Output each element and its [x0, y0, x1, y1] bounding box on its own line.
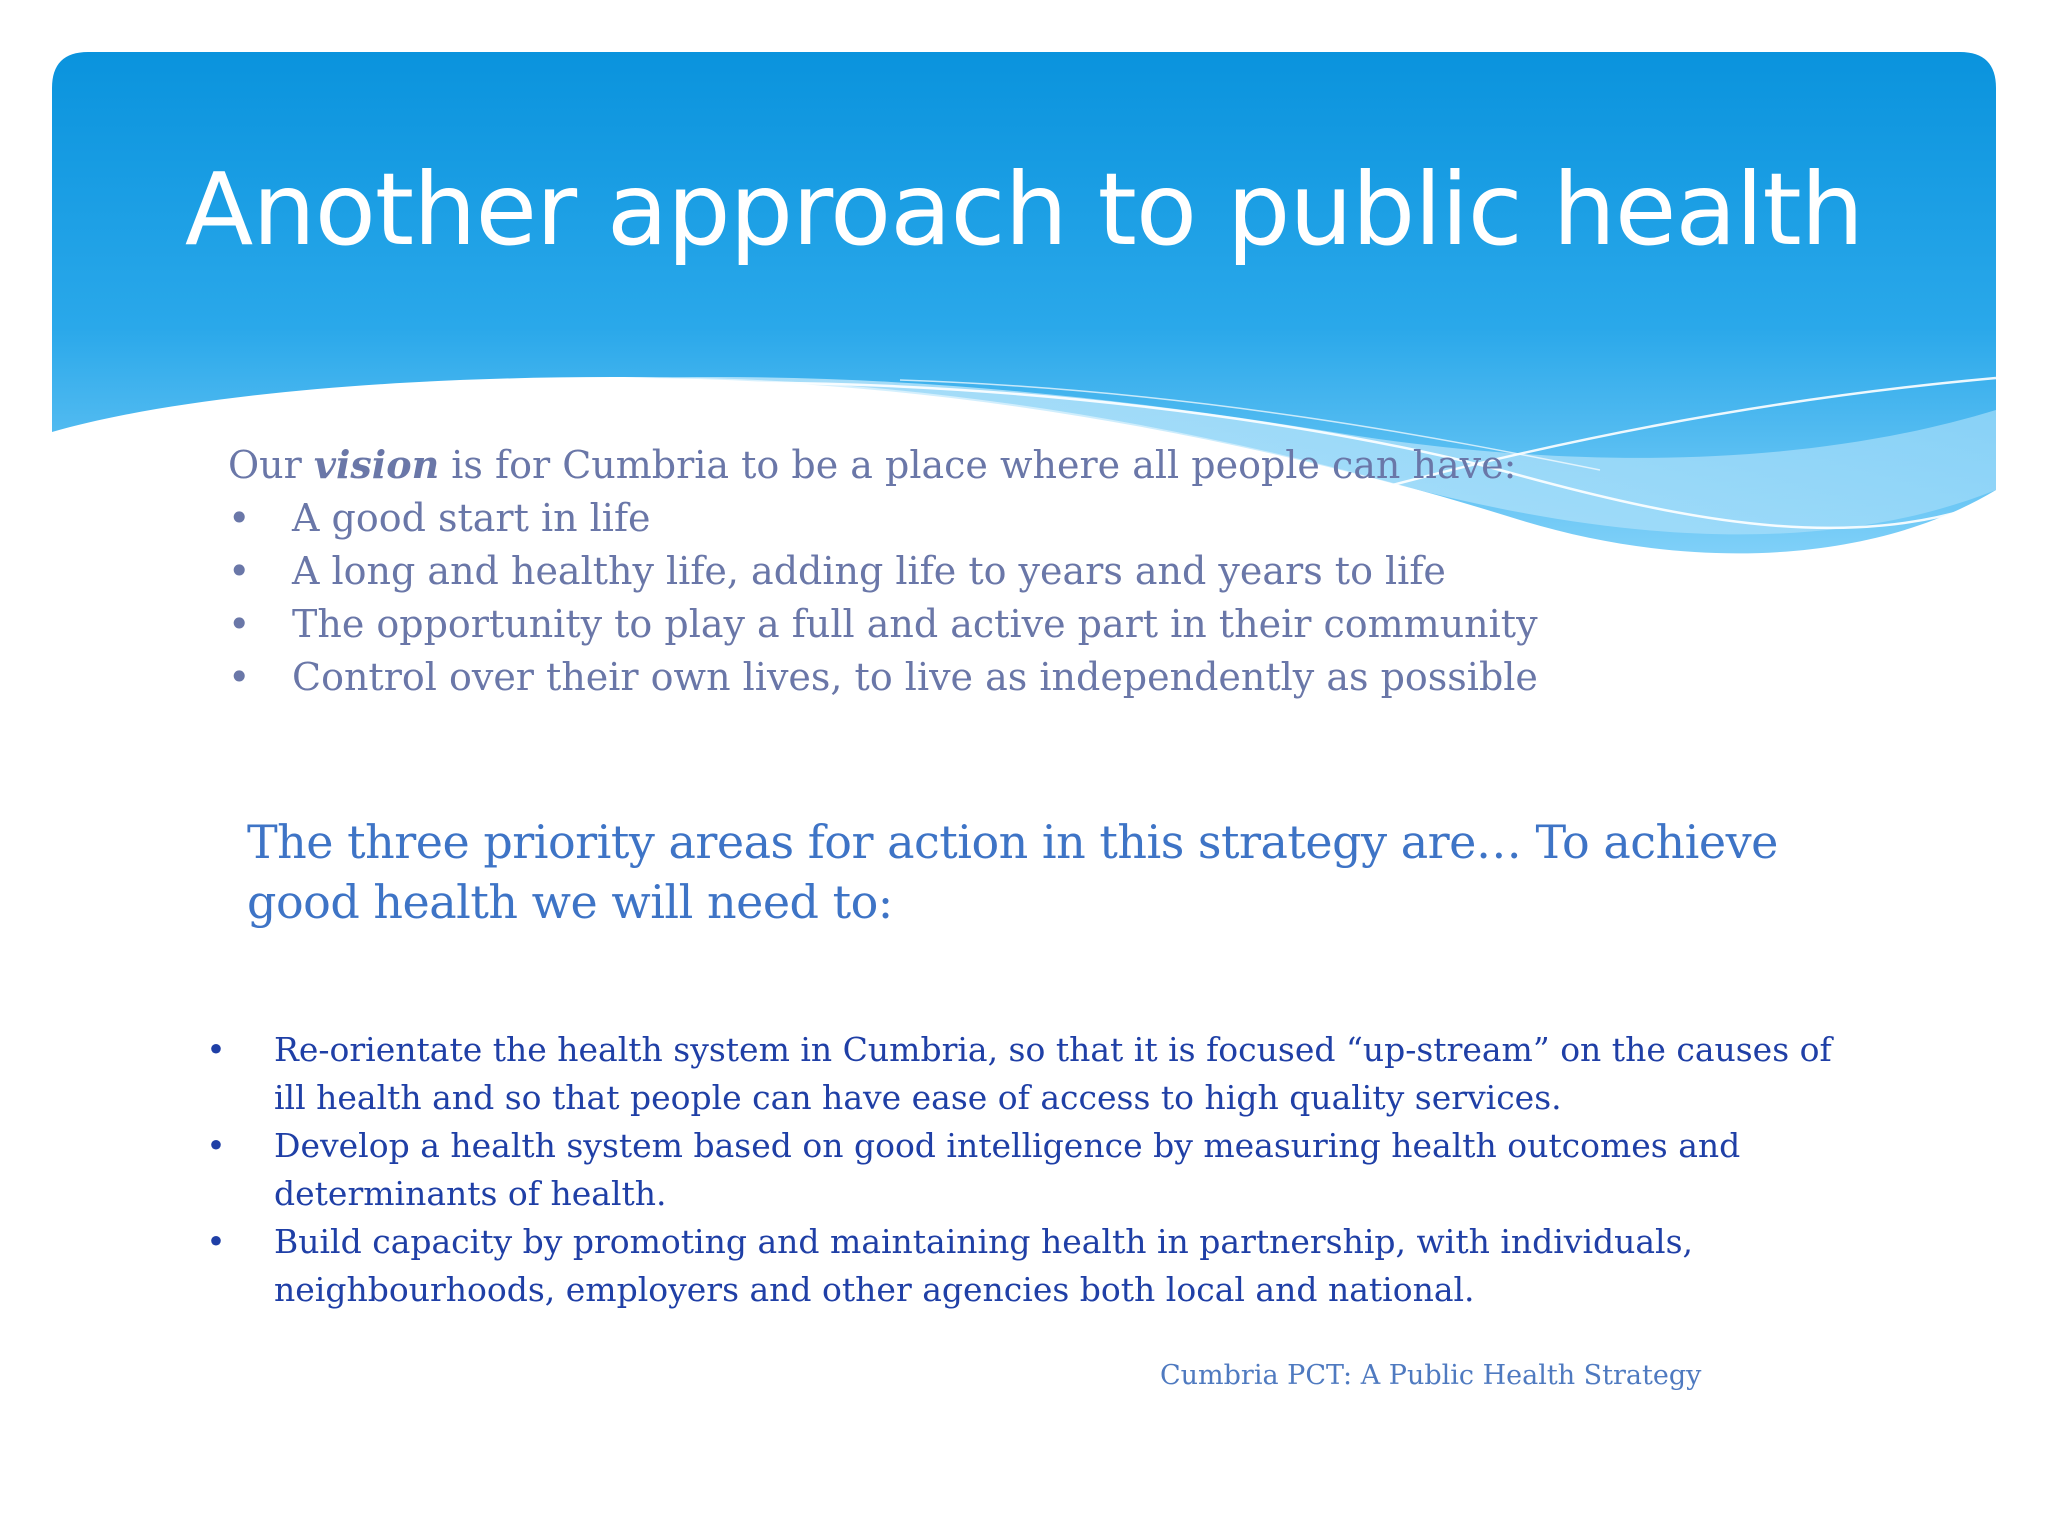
- action-item: [206, 1122, 1846, 1218]
- actions-block: [206, 1026, 1846, 1314]
- vision-list: [228, 492, 1548, 704]
- bullet-dot: •: [228, 549, 251, 593]
- vision-item: [228, 545, 1548, 598]
- vision-item: [228, 651, 1548, 704]
- bullet-dot: •: [206, 1126, 226, 1165]
- vision-item-text: The opportunity to play a full and active part in their community: [292, 602, 1538, 646]
- slide-title: Another approach to public health: [184, 151, 1864, 268]
- vision-intro: [228, 438, 1548, 492]
- action-item-text: Build capacity by promoting and maintaining health in partnership, with individuals, neighbourhoods, employers and other agencies both local and national.: [274, 1222, 1694, 1309]
- source-citation: Cumbria PCT: A Public Health Strategy: [1160, 1360, 1702, 1391]
- bullet-dot: •: [206, 1030, 226, 1069]
- vision-intro-prefix: Our: [228, 443, 314, 487]
- action-item: [206, 1218, 1846, 1314]
- bullet-dot: •: [228, 496, 251, 540]
- action-item: [206, 1026, 1846, 1122]
- action-item-text: Re-orientate the health system in Cumbria, so that it is focused “up-stream” on the causes of ill health and so that people can have ease of access to high quality services.: [274, 1030, 1832, 1117]
- bullet-dot: •: [228, 602, 251, 646]
- vision-block: [228, 438, 1548, 704]
- vision-intro-suffix: is for Cumbria to be a place where all people can have:: [439, 443, 1517, 487]
- bullet-dot: •: [206, 1222, 226, 1261]
- vision-item-text: A good start in life: [292, 496, 651, 540]
- vision-item-text: A long and healthy life, adding life to years and years to life: [292, 549, 1446, 593]
- action-item-text: Develop a health system based on good intelligence by measuring health outcomes and determinants of health.: [274, 1126, 1741, 1213]
- actions-list: [206, 1026, 1846, 1314]
- bullet-dot: •: [228, 655, 251, 699]
- vision-item: [228, 598, 1548, 651]
- vision-item-text: Control over their own lives, to live as independently as possible: [292, 655, 1538, 699]
- vision-item: [228, 492, 1548, 545]
- vision-emphasis: vision: [313, 442, 440, 487]
- priorities-heading: The three priority areas for action in this strategy are… To achieve good health we will need to:: [247, 815, 1778, 929]
